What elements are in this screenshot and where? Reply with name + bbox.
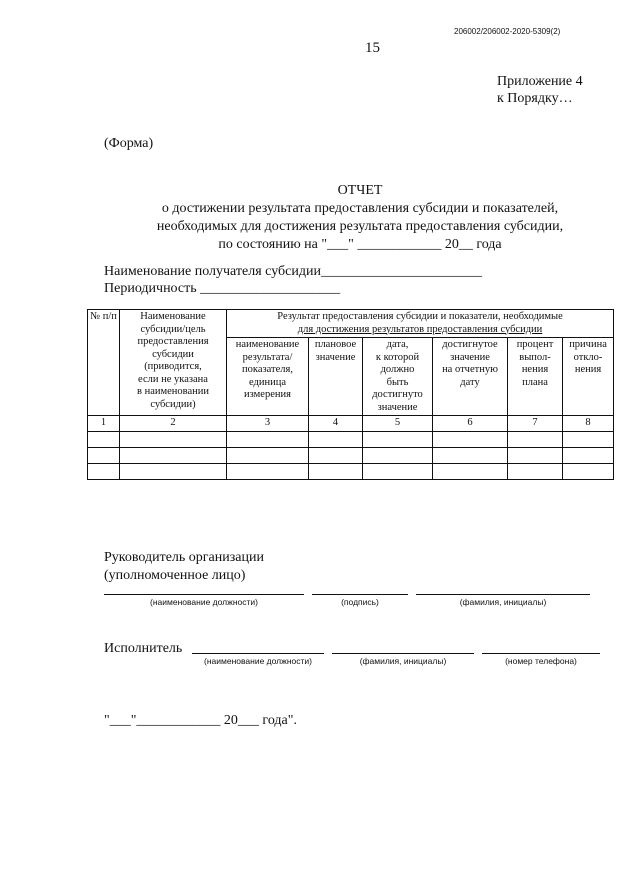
table-cell — [433, 431, 508, 447]
head-line-2: (уполномоченное лицо) — [104, 568, 246, 583]
header-group-results: Результат предоставления субсидии и показатели, необходимые для достижения результатов предоставления субсидии — [227, 310, 614, 338]
exec-label-position: (наименование должности) — [204, 656, 312, 666]
header-col-achieved: достигнутое значение на отчетную дату — [433, 338, 508, 416]
head-label-position: (наименование должности) — [150, 597, 258, 607]
head-label-name: (фамилия, инициалы) — [459, 597, 547, 607]
document-id: 206002/206002-2020-5309(2) — [454, 27, 561, 36]
column-number: 5 — [363, 416, 433, 432]
executor-label: Исполнитель — [104, 641, 183, 656]
appendix-line-2: к Порядку… — [497, 91, 573, 106]
head-signature-line — [312, 594, 408, 595]
head-name-line — [416, 594, 590, 595]
date-line: "___"____________ 20___ года". — [104, 713, 297, 728]
table-cell — [363, 447, 433, 463]
table-cell — [433, 447, 508, 463]
table-cell — [508, 463, 563, 479]
table-cell — [88, 463, 120, 479]
recipient-field: Наименование получателя субсидии_______________________ — [104, 264, 482, 279]
table-cell — [120, 447, 227, 463]
header-col-result-name: наименование результата/ показателя, единица измерения — [227, 338, 309, 416]
header-col-number: № п/п — [88, 310, 120, 416]
header-col-percent: процент выпол- нения плана — [508, 338, 563, 416]
table-cell — [309, 431, 363, 447]
header-col-date: дата, к которой должно быть достигнуто значение — [363, 338, 433, 416]
table-cell — [563, 463, 614, 479]
header-col-planned: плановое значение — [309, 338, 363, 416]
table-cell — [227, 463, 309, 479]
exec-label-phone: (номер телефона) — [505, 656, 577, 666]
head-line-1: Руководитель организации — [104, 550, 264, 565]
page-number: 15 — [365, 40, 380, 56]
column-number: 6 — [433, 416, 508, 432]
appendix-line-1: Приложение 4 — [497, 74, 583, 89]
column-number: 2 — [120, 416, 227, 432]
table-header-row-1 — [88, 310, 614, 338]
table-cell — [309, 463, 363, 479]
column-number: 7 — [508, 416, 563, 432]
exec-name-line — [332, 653, 474, 654]
head-title — [104, 549, 264, 585]
title-line-1: ОТЧЕТ — [337, 183, 383, 198]
table-cell — [227, 431, 309, 447]
column-number: 4 — [309, 416, 363, 432]
header-col-reason: причина откло- нения — [563, 338, 614, 416]
exec-position-line — [192, 653, 324, 654]
table-cell — [120, 431, 227, 447]
table-cell — [120, 463, 227, 479]
column-number: 8 — [563, 416, 614, 432]
report-title — [110, 182, 610, 254]
title-line-2: о достижении результата предоставления субсидии и показателей, — [161, 201, 559, 216]
table-cell — [508, 447, 563, 463]
column-number-row — [88, 416, 614, 432]
table-cell — [508, 431, 563, 447]
title-line-3: необходимых для достижения результата предоставления субсидии, — [156, 219, 564, 234]
periodicity-field: Периодичность ____________________ — [104, 281, 341, 296]
table-cell — [433, 463, 508, 479]
head-position-line — [104, 594, 304, 595]
table-cell — [363, 463, 433, 479]
column-number: 1 — [88, 416, 120, 432]
table-cell — [363, 431, 433, 447]
exec-label-name: (фамилия, инициалы) — [359, 656, 447, 666]
appendix-reference — [497, 73, 583, 107]
header-col-subsidy-name: Наименование субсидии/цель предоставления субсидии (приводится, если не указана в наименовании субсидии) — [120, 310, 227, 416]
table-row — [88, 463, 614, 479]
table-cell — [88, 447, 120, 463]
exec-phone-line — [482, 653, 600, 654]
form-label: (Форма) — [104, 136, 154, 151]
column-number: 3 — [227, 416, 309, 432]
head-label-signature: (подпись) — [341, 597, 379, 607]
title-line-4: по состоянию на "___" ____________ 20__ года — [218, 237, 502, 252]
table-row — [88, 447, 614, 463]
table-row — [88, 431, 614, 447]
table-cell — [88, 431, 120, 447]
table-cell — [309, 447, 363, 463]
report-table — [87, 309, 614, 480]
table-cell — [563, 447, 614, 463]
table-cell — [563, 431, 614, 447]
table-cell — [227, 447, 309, 463]
